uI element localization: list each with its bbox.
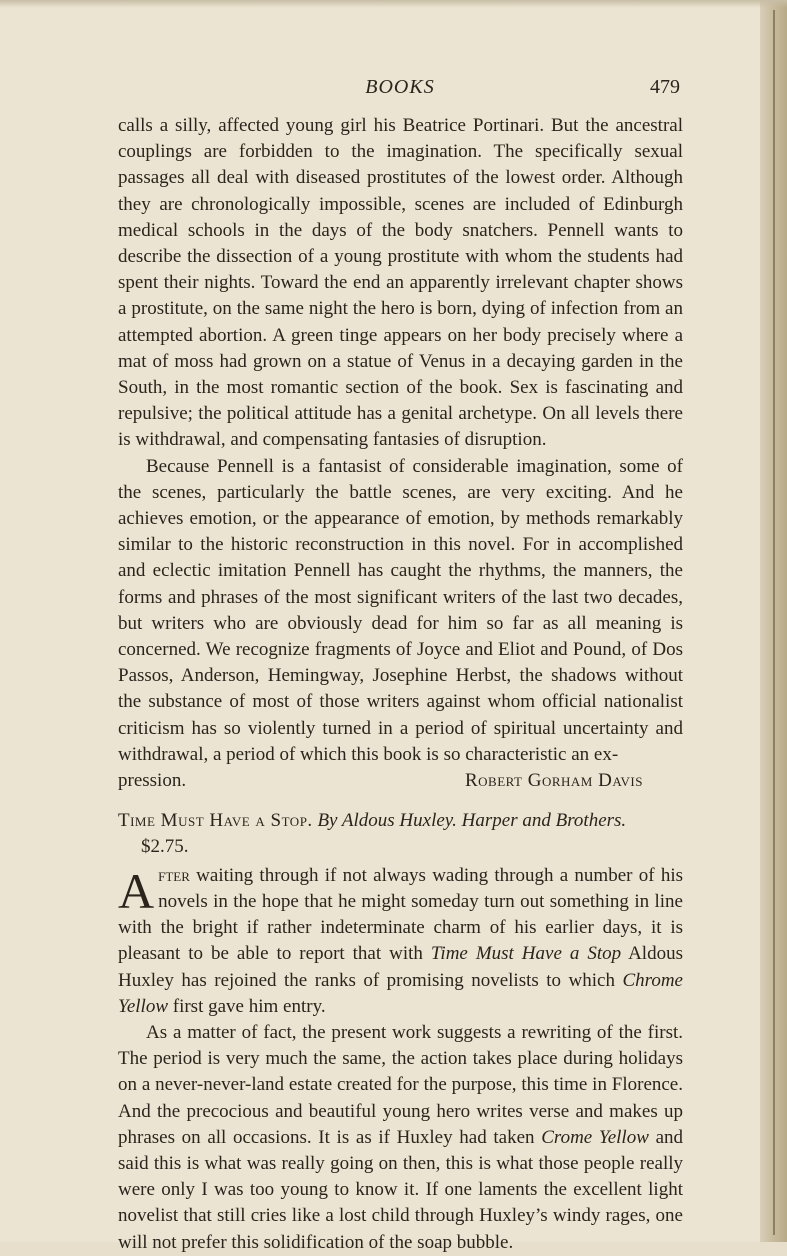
review2-para1-title: Time Must Have a Stop [430,943,622,965]
review2-para2-title: Crome Yellow [541,1126,649,1148]
review2-para1-title2: Chrome Yellow [118,969,683,1017]
review1-paragraph-2-end: pression. [118,770,187,792]
review2-price: $2.75. [141,836,189,858]
review2-heading [118,808,683,860]
review1-paragraph-1: calls a silly, affected young girl his Beatrice Portinari. But the ancestral couplings are forbidden to the imagination. The specifically sexual passages all deal with diseased prostitutes of the lowest order. Although they are chronologically impossible, scenes are included of Edinburgh medical schools in the days of the body snatchers. Pennell wants to describe the dissection of a young prostitute with whom the students had spent their nights. Toward the end an apparently irrelevant chapter shows a prostitute, on the same night the hero is born, dying of infection from an attempted abortion. A green tinge appears on her body precisely where a mat of moss had grown on a statue of Venus in a decaying garden in the South, in the most romantic section of the book. Sex is fascinating and repulsive; the political attitude has a genital archetype. On all levels there is withdrawal, and compensating fantasies of disruption. [118,115,683,451]
lead-in: fter [158,864,190,886]
running-title: BOOKS [365,76,435,98]
review2-publisher: Harper and Brothers. [461,810,627,832]
review2-book-title: Time Must Have a Stop. [118,810,313,832]
review2-para2-start: As a matter of fact, the present work suggests a rewriting of the first. The period is very much the same, the action takes place during holidays on a never-never-land estate created for the purpose, this time in Florence. And the precocious and beautiful young hero writes verse and makes up phrases on all occasions. It is as if Huxley had taken [118,1021,683,1148]
review2-para1-end: first gave him entry. [168,995,326,1017]
binding-line [773,10,775,1235]
running-head [118,76,682,100]
reviewer-signature: Robert Gorham Davis [464,770,643,792]
review2-author: By Aldous Huxley. [317,810,457,832]
review2-para2-end: and said this is what was really going on then, this is what those people really were only I was too young to know it. If one laments the excellent light novelist that still cries like a lost child through Huxley’s windy rages, one will not prefer this solidification of the soap bubble. [118,1126,683,1253]
top-shadow [0,0,787,8]
drop-cap: A [118,862,155,919]
review1-paragraph-2: Because Pennell is a fantasist of considerable imagination, some of the scenes, particularly the battle scenes, are very exciting. And he achieves emotion, or the appearance of emotion, by methods remarkably similar to the historic reconstruction in this novel. For in accomplished and eclectic imitation Pennell has caught the rhythms, the manners, the forms and phrases of the most significant writers of the last two decades, but writers who are obviously dead for him so far as all meaning is concerned. We recognize fragments of Joyce and Eliot and Pound, of Dos Passos, Anderson, Hemingway, Josephine Herbst, the shadows without the substance of most of those writers against whom official nationalist criticism has so violently turned in a period of spiritual uncertainty and withdrawal, a period of which this book is so characteristic an ex- [118,455,683,765]
review2-paragraph-2 [118,1020,683,1256]
page-number: 479 [650,76,680,98]
review2-para1-mid: Aldous Huxley has rejoined the ranks of promising novelists to which [118,943,683,991]
body-text [118,113,683,1256]
review2-paragraph-1 [118,863,683,1020]
signature-line [118,768,683,794]
review2-para1-start: waiting through if not always wading through a number of his novels in the hope that he might someday turn out something in line with the bright if rather indeterminate charm of his earlier days, it is pleasant to be able to report that with [118,864,683,965]
